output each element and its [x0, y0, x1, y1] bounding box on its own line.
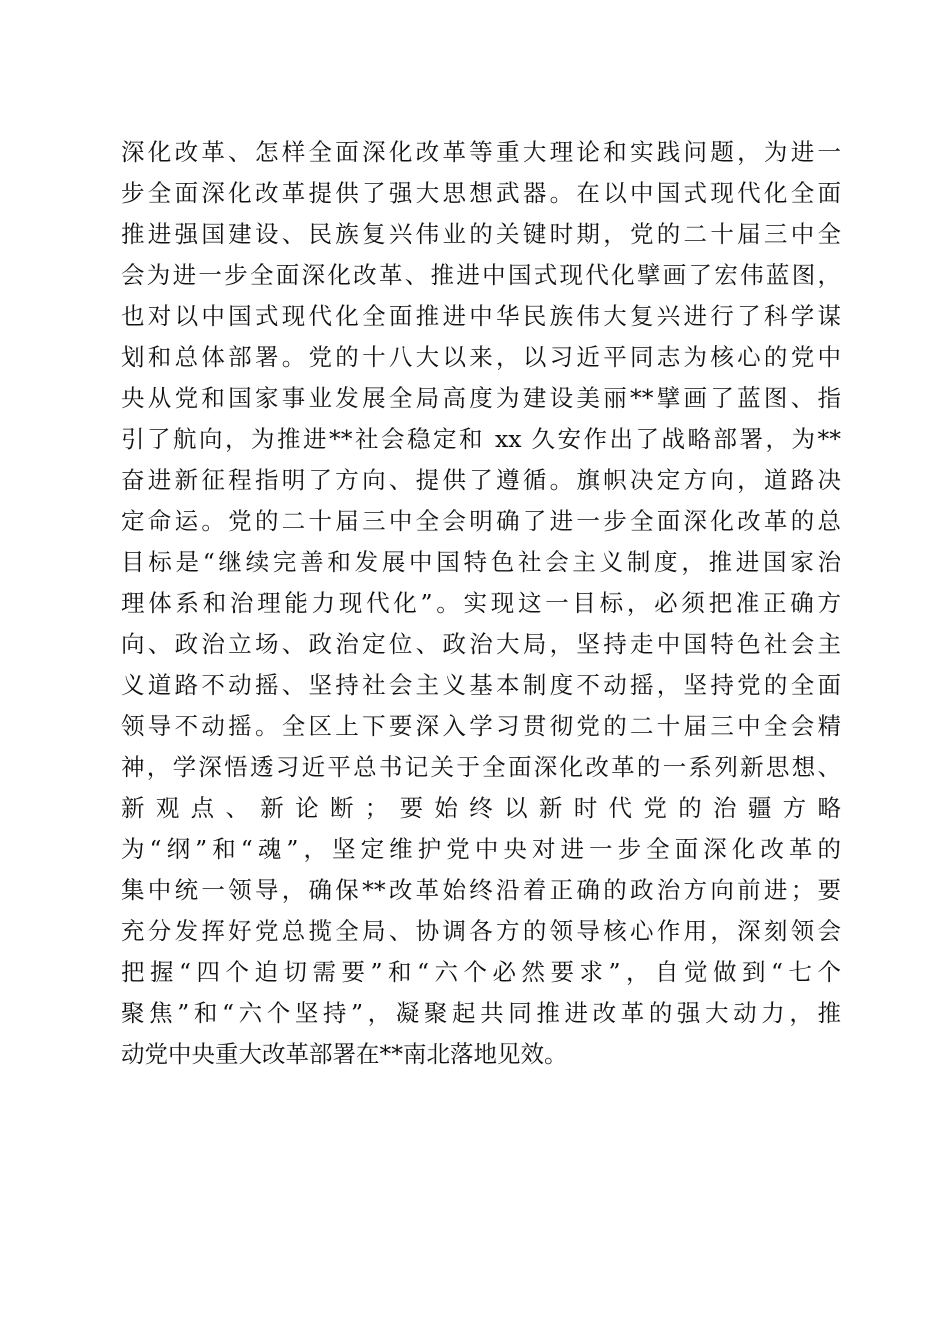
text-line-15: 领导不动摇。全区上下要深入学习贯彻党的二十届三中全会精 [121, 712, 841, 740]
text-line-11: 目标是“继续完善和发展中国特色社会主义制度，推进国家治 [121, 548, 841, 576]
text-line-20: 充分发挥好党总揽全局、协调各方的领导核心作用，深刻领会 [121, 917, 841, 945]
text-line-8: 引了航向，为推进**社会稳定和 xx 久安作出了战略部署，为** [121, 425, 841, 453]
text-line-16: 神，学深悟透习近平总书记关于全面深化改革的一系列新思想、 [121, 753, 841, 781]
text-line-7: 央从党和国家事业发展全局高度为建设美丽**擘画了蓝图、指 [121, 384, 841, 412]
body-paragraph [121, 132, 841, 1075]
text-line-23: 动党中央重大改革部署在**南北落地见效。 [121, 1040, 568, 1068]
text-line-19: 集中统一领导，确保**改革始终沿着正确的政治方向前进；要 [121, 876, 841, 904]
text-line-14: 义道路不动摇、坚持社会主义基本制度不动摇，坚持党的全面 [121, 671, 841, 699]
text-line-18: 为“纲”和“魂”，坚定维护党中央对进一步全面深化改革的 [121, 835, 841, 863]
text-line-10: 定命运。党的二十届三中全会明确了进一步全面深化改革的总 [121, 507, 841, 535]
text-line-3: 推进强国建设、民族复兴伟业的关键时期，党的二十届三中全 [121, 220, 841, 248]
text-line-6: 划和总体部署。党的十八大以来，以习近平同志为核心的党中 [121, 343, 841, 371]
text-line-21: 把握“四个迫切需要”和“六个必然要求”，自觉做到“七个 [121, 958, 841, 986]
text-line-2: 步全面深化改革提供了强大思想武器。在以中国式现代化全面 [121, 179, 841, 207]
text-line-13: 向、政治立场、政治定位、政治大局，坚持走中国特色社会主 [121, 630, 841, 658]
text-line-17: 新观点、新论断；要始终以新时代党的治疆方略 [121, 794, 841, 822]
text-line-12: 理体系和治理能力现代化”。实现这一目标，必须把准正确方 [121, 589, 841, 617]
text-line-4: 会为进一步全面深化改革、推进中国式现代化擘画了宏伟蓝图， [121, 261, 841, 289]
text-line-22: 聚焦”和“六个坚持”，凝聚起共同推进改革的强大动力，推 [121, 999, 841, 1027]
text-line-5: 也对以中国式现代化全面推进中华民族伟大复兴进行了科学谋 [121, 302, 841, 330]
text-line-1: 深化改革、怎样全面深化改革等重大理论和实践问题，为进一 [121, 138, 841, 166]
text-line-9: 奋进新征程指明了方向、提供了遵循。旗帜决定方向，道路决 [121, 466, 841, 494]
